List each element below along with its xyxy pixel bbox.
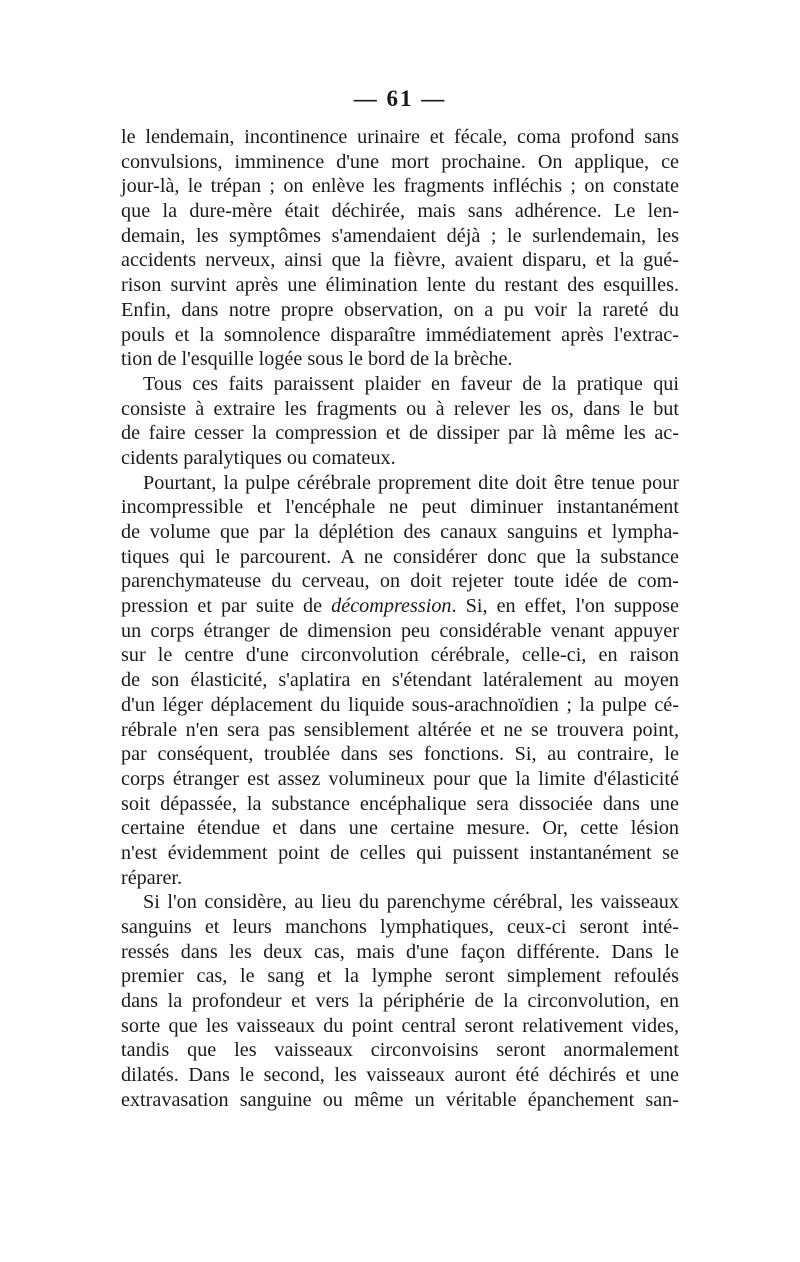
text-line: cidents paralytiques ou comateux. [121, 446, 396, 469]
text-line: corps étranger est assez volumineux pour que la limite d'élasticité [121, 767, 679, 790]
body-text [121, 125, 679, 1113]
text-line: pression et par suite de décompression. Si, en effet, l'on suppose [121, 595, 680, 618]
text-line: certaine étendue et dans une certaine mesure. Or, cette lésion [121, 817, 679, 840]
text-line: Pourtant, la pulpe cérébrale proprement dite doit être tenue pour [143, 471, 679, 494]
text-line: rébrale n'en sera pas sensiblement altérée et ne se trouvera point, [121, 718, 679, 741]
text-line: sorte que les vaisseaux du point central seront relativement vides, [121, 1014, 679, 1037]
text-line: réparer. [121, 866, 183, 889]
text-line: sanguins et leurs manchons lymphatiques, ceux-ci seront inté- [121, 916, 679, 938]
text-line: dans la profondeur et vers la périphérie de la circonvolution, en [121, 990, 679, 1013]
text-line: jour-là, le trépan ; on enlève les fragments infléchis ; on constate [121, 175, 679, 198]
text-line: soit dépassée, la substance encéphalique sera dissociée dans une [121, 792, 679, 815]
text-line: rison survint après une élimination lente du restant des esquilles. [121, 274, 679, 297]
text-line: premier cas, le sang et la lymphe seront simplement refoulés [121, 965, 679, 988]
text-line: incompressible et l'encéphale ne peut diminuer instantanément [121, 496, 679, 519]
text-line: extravasation sanguine ou même un véritable épanchement san- [121, 1088, 679, 1111]
text-line: consiste à extraire les fragments ou à relever les os, dans le but [121, 397, 679, 420]
text-line: dilatés. Dans le second, les vaisseaux auront été déchirés et une [121, 1064, 679, 1087]
text-line: ressés dans les deux cas, mais d'une façon différente. Dans le [121, 940, 679, 963]
text-line: tion de l'esquille logée sous le bord de la brèche. [121, 348, 513, 371]
text-line: demain, les symptômes s'amendaient déjà ; le surlendemain, les [121, 224, 679, 247]
text-line: de son élasticité, s'aplatira en s'étendant latéralement au moyen [121, 669, 679, 692]
text-line: que la dure-mère était déchirée, mais sans adhérence. Le len- [121, 200, 679, 223]
text-line: convulsions, imminence d'une mort prochaine. On applique, ce [121, 150, 679, 173]
text-line: Enfin, dans notre propre observation, on a pu voir la rareté du [121, 298, 679, 321]
text-line: Tous ces faits paraissent plaider en faveur de la pratique qui [143, 372, 679, 395]
italic-term: décompression [331, 595, 452, 618]
text-line: n'est évidemment point de celles qui puissent instantanément se [121, 841, 679, 864]
text-line: de volume que par la déplétion des canaux sanguins et lympha- [121, 521, 679, 543]
text-line: de faire cesser la compression et de dissiper par là même les ac- [121, 422, 679, 445]
page-number: — 61 — [353, 86, 447, 111]
text-line: Si l'on considère, au lieu du parenchyme cérébral, les vaisseaux [143, 891, 679, 914]
text-line: parenchymateuse du cerveau, on doit rejeter toute idée de com- [121, 570, 679, 593]
text-line: tiques qui le parcourent. A ne considérer donc que la substance [121, 545, 679, 568]
text-line: pouls et la somnolence disparaître immédiatement après l'extrac- [121, 323, 679, 346]
text-line: accidents nerveux, ainsi que la fièvre, avaient disparu, et la gué- [121, 249, 679, 272]
text-line: par conséquent, troublée dans ses fonctions. Si, au contraire, le [121, 743, 679, 766]
text-line: un corps étranger de dimension peu considérable venant appuyer [121, 619, 679, 642]
text-line: le lendemain, incontinence urinaire et fécale, coma profond sans [121, 126, 679, 148]
text-line: d'un léger déplacement du liquide sous-arachnoïdien ; la pulpe cé- [121, 693, 679, 716]
text-line: tandis que les vaisseaux circonvoisins seront anormalement [121, 1039, 679, 1062]
text-line: sur le centre d'une circonvolution cérébrale, celle-ci, en raison [121, 644, 679, 667]
